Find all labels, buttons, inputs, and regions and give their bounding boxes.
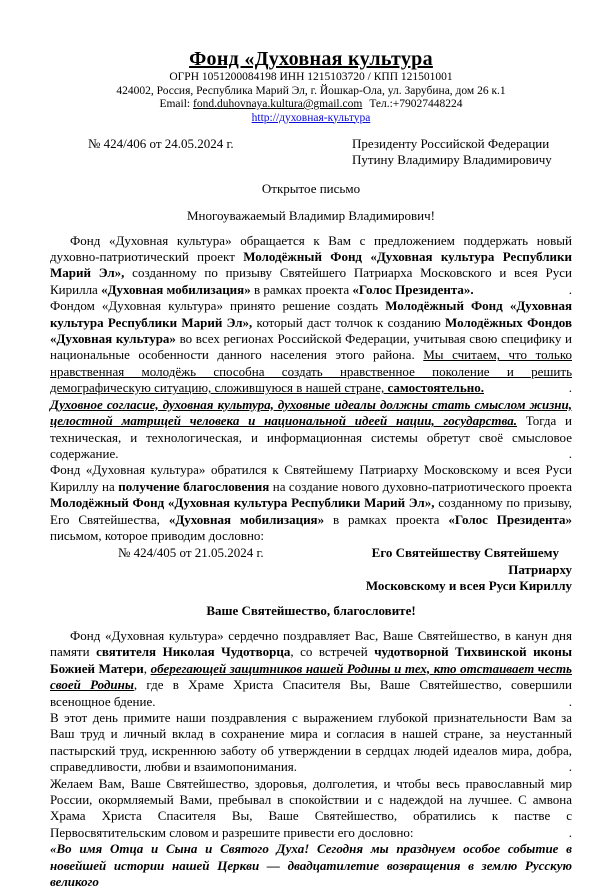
text-run: , где в Храме Христа Спасителя Вы, Ваше Святейшество, совершили всенощное бдение. [50,677,573,709]
org-title: Фонд «Духовная культура [189,48,433,70]
text-run: созданному по призыву, Его Святейшества, [50,495,572,527]
text-run: Молодёжный Фонд «Духовная культура Республики Марий Эл», [50,495,435,511]
paragraph-2 [50,298,572,396]
org-address: 424002, Россия, Республика Марий Эл, г. Йошкар-Ола, ул. Зарубина, дом 26 к.1 [116,84,506,97]
doc-number: № 424/406 от 24.05.2024 г. [88,136,234,151]
inner-doc-number: № 424/405 от 21.05.2024 г. [118,545,264,561]
text-run: «Голос Президента» [448,511,572,527]
text-run: Желаем Вам, Ваше Святейшество, здоровья, долголетия, и чтобы весь православный мир России, окормляемый Вами, пребывал в спокойствии и с надеждой на лучшее. С амвона Храма Христа Спасителя Вы, Ваше Святейшество, обратились к пастве с Первосвятительским словом и разрешите привести его дословно: [50,775,572,840]
text-run: чудотворной Тихвинской иконы Божией Матери [50,644,573,676]
letter-body-part1 [50,233,572,545]
text-run: Фондом «Духовная культура» принято решение создать [50,298,386,314]
email-label: Email: [159,98,193,110]
text-run: . [568,281,572,297]
text-run: самостоятельно. [387,380,484,396]
text-run: Молодёжный Фонд «Духовная культура Республики Марий Эл», [50,249,572,281]
text-run: Фонд «Духовная культура» сердечно поздравляет Вас, Ваше Святейшество, в канун дня памяти [50,627,572,660]
letter-body-part2 [50,628,572,890]
addressee-line: Президенту Российской Федерации [352,136,550,151]
letter-type: Открытое письмо [261,180,361,196]
inner-addressee-line: Его Святейшеству Святейшему Патриарху [371,545,572,577]
email-link[interactable]: fond.duhovnaya.kultura@gmail.com [192,98,363,110]
text-run: «Духовная мобилизация» [168,511,325,527]
text-run: Молодёжных Фондов «Духовная культура» [50,314,572,347]
text-run: «Голос Президента». [352,281,474,297]
text-run: «Во имя Отца и Сына и Святого Духа! Сегодня мы празднуем особое событие в новейшей истории нашей Церкви — двадцатилетие возвращения в землю Русскую великого [50,841,572,890]
text-run: Фонд «Духовная культура» обращается к Вам с предложением поддержать новый духовно-патриотический проект [50,232,572,265]
text-run: Тогда и техническая, и технологическая, и информационная системы обретут своё смысловое содержание. [50,413,572,461]
text-run: письмом, которое приводим дословно: [50,527,265,543]
paragraph-4 [50,462,572,544]
paragraph-3 [50,397,572,463]
text-run: . [568,445,572,461]
text-run: оберегающей защитников нашей Родины и тех, кто отстаивает честь своей Родины [50,660,573,693]
salutation: Многоуважаемый Владимир Владимирович! [186,208,436,224]
text-run: Фонд «Духовная культура» обратился к Святейшему Патриарху Московскому и всея Руси Кириллу на [50,462,572,494]
phone-number: Тел.:+79027448224 [369,98,463,110]
text-run: в рамках проекта [324,511,449,527]
website-link[interactable]: http://духовная-культура [251,111,371,124]
org-registration: ОГРН 1051200084198 ИНН 1215103720 / КПП 121501001 [169,71,453,83]
inner-salutation: Ваше Святейшество, благословите! [206,602,416,618]
text-run: Мы считаем, что только нравственная молодёжь способна создать нравственное поколение и решить демографическую ситуацию, сложившуюся в нашей стране, [50,347,572,396]
inner-paragraph-2 [50,710,572,776]
paragraph-1 [50,233,572,299]
outer-meta-row [50,136,572,169]
inner-paragraph-3 [50,776,572,842]
text-run: святителя Николая Чудотворца [96,644,291,660]
text-run: созданному по призыву Святейшего Патриарха Московского и всея Руси Кирилла [50,265,572,297]
inner-paragraph-4 [50,841,572,890]
text-run: получение благословения [118,478,270,494]
text-run: Духовное согласие, духовная культура, духовные идеалы должны стать смыслом жизни, целостной матрицей человека и национальной идеей нации, государства. [50,396,572,429]
text-run: В этот день примите наши поздравления с выражением глубокой признательности Вам за Ваш труд и личный вклад в сохранение мира и согласия в нашей стране, за неустанный пастырский труд, искреннюю заботу об утверждении в сердцах людей идеалов мира, добра, справедливости, любви и взаимопонимания. [50,710,572,775]
org-website-line [50,112,572,126]
text-run: . [568,824,572,840]
inner-addressee-block [320,545,572,594]
inner-addressee-line: Московскому и всея Руси Кириллу [365,578,572,594]
text-run: , [143,660,151,676]
text-run: «Духовная мобилизация» [101,281,251,297]
text-run: . [568,693,572,709]
text-run: в рамках проекта [250,281,353,297]
inner-paragraph-1 [50,628,572,710]
text-run: который даст толчок к созданию [252,314,446,330]
org-contacts [50,98,572,112]
text-run: , со встречей [290,644,375,660]
addressee-line: Путину Владимиру Владимировичу [352,152,552,168]
text-run: . [568,759,572,775]
text-run: во всех регионах Российской Федерации, учитывая свою специфику и национальные особенности данного населения этого района. [50,331,572,363]
letterhead [50,48,572,125]
addressee-block [352,136,572,169]
inner-meta-row [50,545,572,594]
text-run: Молодёжный Фонд «Духовная культура Республики Марий Эл», [50,298,572,330]
text-run: . [568,380,572,396]
text-run: на создание нового духовно-патриотического проекта [269,478,572,494]
